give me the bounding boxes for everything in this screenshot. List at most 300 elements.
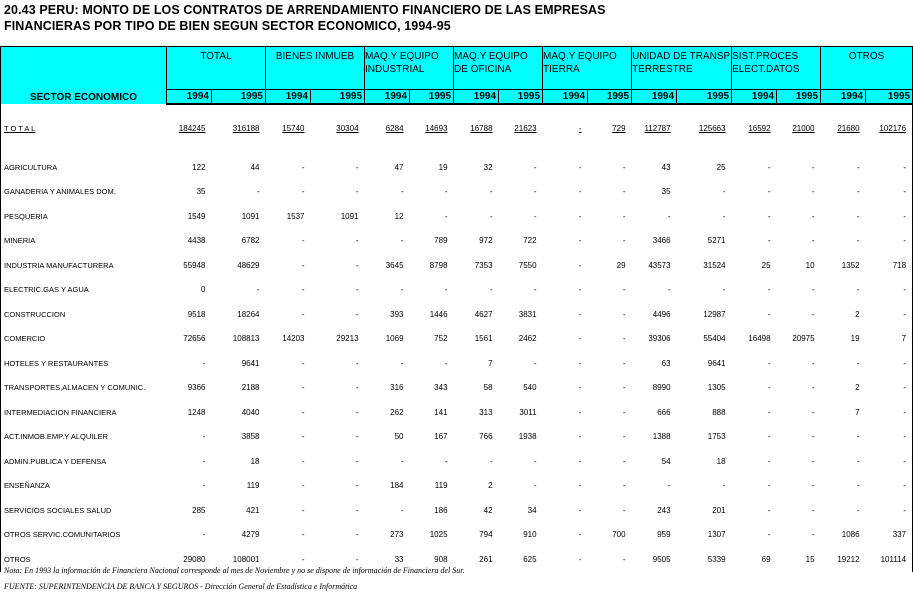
value-cell: - [578, 456, 582, 466]
value-cell: 101114 [880, 554, 907, 564]
value-cell: - [489, 456, 493, 466]
value-cell: - [301, 530, 305, 540]
value-cell: - [622, 456, 626, 466]
table-row [1, 376, 913, 401]
value-cell: - [400, 236, 404, 246]
column-group-header [821, 47, 913, 90]
sector-name: INDUSTRIA MANUFACTURERA [4, 260, 114, 270]
value-cell: 18 [716, 456, 726, 466]
value-cell: 243 [657, 505, 671, 515]
table-row [1, 204, 913, 229]
value-cell: 10 [805, 260, 815, 270]
value-cell: 3858 [241, 432, 260, 442]
value-cell: 959 [657, 530, 671, 540]
table-row [1, 180, 913, 205]
value-cell: 44 [250, 162, 260, 172]
value-cell: - [622, 285, 626, 295]
table-row [1, 498, 913, 523]
sector-name: ENSEÑANZA [4, 481, 50, 491]
table-row [1, 229, 913, 254]
page-title [4, 2, 606, 34]
value-cell: - [811, 383, 815, 393]
value-cell: 2 [855, 309, 860, 319]
value-cell: - [533, 285, 537, 295]
value-cell: - [578, 187, 582, 197]
value-cell: - [903, 211, 907, 221]
sector-name: HOTELES Y RESTAURANTES [4, 358, 109, 368]
value-cell: - [202, 481, 206, 491]
table-note: Nota: En 1993 la información de Financiera Nacional corresponde al mes de Noviembre y no se dispone de información de Financiera del Sur. [4, 566, 465, 575]
value-cell: - [767, 358, 771, 368]
sector-name: GANADERIA Y ANIMALES DOM. [4, 187, 116, 197]
value-cell: 316188 [232, 124, 260, 133]
value-cell: - [811, 309, 815, 319]
column-group-label: MAQ.Y EQUIPO [454, 51, 528, 62]
value-cell: - [767, 432, 771, 442]
table-body [1, 104, 913, 572]
value-cell: 421 [246, 505, 260, 515]
value-cell: - [903, 432, 907, 442]
value-cell: 1753 [707, 432, 726, 442]
value-cell: - [301, 358, 305, 368]
value-cell: 54 [661, 456, 671, 466]
value-cell: 19 [438, 162, 448, 172]
value-cell: 1069 [385, 334, 404, 344]
column-group-label: OTROS [848, 51, 885, 62]
value-cell: 1025 [429, 530, 448, 540]
column-group-header [632, 47, 732, 90]
value-cell: - [301, 309, 305, 319]
source-note: FUENTE: SUPERINTENDENCIA DE BANCA Y SEGUROS - Dirección General de Estadística e Informática [4, 582, 358, 591]
value-cell: - [533, 456, 537, 466]
value-cell: 1446 [429, 309, 448, 319]
value-cell: - [301, 187, 305, 197]
value-cell: 316 [390, 383, 404, 393]
value-cell: - [811, 481, 815, 491]
value-cell: 9366 [187, 383, 206, 393]
value-cell: - [256, 285, 260, 295]
value-cell: 2 [855, 383, 860, 393]
value-cell: - [578, 407, 582, 417]
value-cell: 69 [761, 554, 771, 564]
value-cell: - [811, 187, 815, 197]
value-cell: - [355, 456, 359, 466]
table-row [1, 351, 913, 376]
value-cell: - [578, 432, 582, 442]
value-cell: - [903, 456, 907, 466]
value-cell: 18264 [237, 309, 260, 319]
value-cell: 4627 [474, 309, 493, 319]
column-group-label: MAQ.Y EQUIPO [365, 51, 439, 62]
value-cell: - [444, 358, 448, 368]
sector-name: PESQUERIA [4, 211, 48, 221]
year-header: 1995 [311, 90, 365, 105]
sector-name: TRANSPORTES,ALMACEN Y COMUNIC. [4, 383, 146, 393]
column-group-sublabel: INDUSTRIAL [365, 64, 425, 75]
value-cell: 9518 [187, 309, 206, 319]
value-cell: 2188 [241, 383, 260, 393]
value-cell: - [903, 309, 907, 319]
value-cell: - [903, 407, 907, 417]
year-header: 1995 [777, 90, 821, 105]
value-cell: 908 [434, 554, 448, 564]
value-cell: 2 [488, 481, 493, 491]
table-row [1, 425, 913, 450]
year-header: 1994 [266, 90, 311, 105]
value-cell: - [444, 285, 448, 295]
value-cell: 25 [761, 260, 771, 270]
value-cell: - [811, 505, 815, 515]
value-cell: - [722, 481, 726, 491]
value-cell: - [533, 187, 537, 197]
value-cell: - [811, 407, 815, 417]
value-cell: 39306 [648, 334, 671, 344]
value-cell: - [578, 260, 582, 270]
sector-name: SERVICIOS SOCIALES SALUD [4, 505, 112, 515]
value-cell: - [444, 187, 448, 197]
value-cell: 141 [434, 407, 448, 417]
value-cell: 19212 [837, 554, 860, 564]
value-cell: 9641 [707, 358, 726, 368]
value-cell: - [903, 187, 907, 197]
value-cell: - [667, 211, 671, 221]
value-cell: 3645 [385, 260, 404, 270]
value-cell: 15 [805, 554, 815, 564]
value-cell: 33 [394, 554, 404, 564]
sector-name: INTERMEDIACION FINANCIERA [4, 407, 117, 417]
value-cell: - [301, 456, 305, 466]
value-cell: - [355, 481, 359, 491]
column-group-header [732, 47, 821, 90]
table-row [1, 155, 913, 180]
value-cell: 789 [434, 236, 448, 246]
value-cell: 273 [390, 530, 404, 540]
value-cell: 700 [612, 530, 626, 540]
value-cell: 7 [855, 407, 860, 417]
value-cell: - [355, 162, 359, 172]
value-cell: - [811, 530, 815, 540]
value-cell: 112787 [644, 124, 671, 133]
value-cell: - [202, 530, 206, 540]
value-cell: - [533, 481, 537, 491]
value-cell: - [400, 285, 404, 295]
value-cell: 184245 [178, 124, 206, 133]
value-cell: 55404 [703, 334, 726, 344]
title-line-2: FINANCIERAS POR TIPO DE BIEN SEGUN SECTOR ECONOMICO, 1994-95 [4, 19, 451, 33]
value-cell: 12987 [703, 309, 726, 319]
value-cell: 285 [192, 505, 206, 515]
value-cell: 625 [523, 554, 537, 564]
value-cell: - [444, 211, 448, 221]
value-cell: 48629 [237, 260, 260, 270]
value-cell: 718 [892, 260, 907, 270]
value-cell: - [856, 285, 860, 295]
table-row [1, 449, 913, 474]
value-cell: - [856, 162, 860, 172]
value-cell: - [622, 309, 626, 319]
value-cell: - [301, 407, 305, 417]
value-cell: - [355, 407, 359, 417]
value-cell: - [301, 554, 305, 564]
value-cell: 20975 [792, 334, 815, 344]
value-cell: 4438 [187, 236, 206, 246]
value-cell: 262 [390, 407, 404, 417]
value-cell: - [578, 334, 582, 344]
column-group-sublabel: TIERRA [543, 64, 580, 75]
value-cell: 337 [892, 530, 907, 540]
value-cell: - [622, 334, 626, 344]
value-cell: 34 [527, 505, 537, 515]
year-header: 1994 [365, 90, 410, 105]
value-cell: - [622, 187, 626, 197]
value-cell: 766 [479, 432, 493, 442]
value-cell: - [767, 530, 771, 540]
value-cell: - [811, 211, 815, 221]
value-cell: 108813 [232, 334, 260, 344]
value-cell: 729 [612, 124, 626, 133]
value-cell: - [767, 309, 771, 319]
table-row [1, 278, 913, 303]
value-cell: - [767, 407, 771, 417]
value-cell: - [622, 407, 626, 417]
value-cell: - [811, 456, 815, 466]
value-cell: 5339 [707, 554, 726, 564]
value-cell: 910 [523, 530, 537, 540]
value-cell: - [667, 481, 671, 491]
value-cell: - [722, 285, 726, 295]
value-cell: - [301, 162, 305, 172]
value-cell: - [355, 309, 359, 319]
value-cell: - [355, 554, 359, 564]
value-cell: 4040 [241, 407, 260, 417]
spacer-row [1, 133, 913, 155]
value-cell: - [622, 481, 626, 491]
value-cell: - [578, 481, 582, 491]
value-cell: - [489, 187, 493, 197]
column-group-label: BIENES INMUEB [275, 51, 355, 62]
value-cell: 18 [250, 456, 260, 466]
value-cell: - [301, 285, 305, 295]
column-group-label: UNIDAD DE TRANSP [632, 51, 731, 62]
data-table [0, 46, 913, 572]
value-cell: 21680 [837, 124, 860, 133]
value-cell: 9505 [652, 554, 671, 564]
value-cell: - [767, 481, 771, 491]
value-cell: 122 [192, 162, 206, 172]
value-cell: 393 [390, 309, 404, 319]
value-cell: - [578, 309, 582, 319]
value-cell: - [578, 211, 582, 221]
value-cell: 888 [712, 407, 726, 417]
sector-name: CONSTRUCCION [4, 309, 66, 319]
value-cell: - [301, 481, 305, 491]
value-cell: 14693 [425, 124, 448, 133]
total-row [1, 104, 913, 133]
value-cell: 47 [394, 162, 404, 172]
value-cell: 794 [479, 530, 493, 540]
value-cell: 16592 [748, 124, 771, 133]
value-cell: - [622, 358, 626, 368]
value-cell: - [578, 236, 582, 246]
value-cell: 343 [434, 383, 448, 393]
spacer-cell [1, 133, 913, 155]
value-cell: - [301, 260, 305, 270]
value-cell: 55948 [183, 260, 206, 270]
value-cell: 972 [479, 236, 493, 246]
value-cell: 16788 [470, 124, 493, 133]
value-cell: 1549 [187, 211, 206, 221]
value-cell: 42 [483, 505, 493, 515]
value-cell: 1938 [518, 432, 537, 442]
value-cell: - [811, 162, 815, 172]
value-cell: - [767, 187, 771, 197]
value-cell: - [578, 162, 582, 172]
table-row [1, 400, 913, 425]
value-cell: 12 [394, 211, 404, 221]
value-cell: - [856, 432, 860, 442]
value-cell: 31524 [703, 260, 726, 270]
value-cell: 201 [712, 505, 726, 515]
value-cell: 3466 [652, 236, 671, 246]
value-cell: 35 [661, 187, 671, 197]
value-cell: 666 [657, 407, 671, 417]
value-cell: - [578, 505, 582, 515]
year-header: 1994 [543, 90, 588, 105]
value-cell: - [903, 481, 907, 491]
value-cell: - [578, 530, 582, 540]
value-cell: - [811, 285, 815, 295]
value-cell: - [767, 505, 771, 515]
value-cell: - [856, 505, 860, 515]
sector-name: ELECTRIC.GAS Y AGUA [4, 285, 89, 295]
value-cell: - [400, 456, 404, 466]
year-header: 1994 [454, 90, 499, 105]
year-header: 1995 [588, 90, 632, 105]
table-row [1, 302, 913, 327]
value-cell: 9641 [241, 358, 260, 368]
value-cell: 29 [616, 260, 626, 270]
value-cell: - [811, 432, 815, 442]
value-cell: 540 [523, 383, 537, 393]
value-cell: - [355, 530, 359, 540]
value-cell: - [301, 505, 305, 515]
value-cell: - [903, 383, 907, 393]
value-cell: 0 [201, 285, 206, 295]
value-cell: 3011 [519, 407, 537, 417]
value-cell: - [856, 236, 860, 246]
value-cell: 7550 [518, 260, 537, 270]
column-group-sublabel: ELECT.DATOS [732, 64, 800, 75]
value-cell: 16498 [748, 334, 771, 344]
column-group-sublabel: DE OFICINA [454, 64, 512, 75]
value-cell: 102176 [879, 124, 907, 133]
value-cell: - [903, 505, 907, 515]
value-cell: 58 [483, 383, 493, 393]
value-cell: - [578, 285, 582, 295]
value-cell: 1091 [340, 211, 359, 221]
year-header: 1995 [212, 90, 266, 105]
year-header: 1995 [677, 90, 732, 105]
value-cell: - [202, 432, 206, 442]
sector-name: AGRICULTURA [4, 162, 58, 172]
value-cell: 125663 [698, 124, 726, 133]
group-header-row [1, 47, 913, 90]
value-cell: 2462 [518, 334, 537, 344]
value-cell: 186 [434, 505, 448, 515]
column-group-header [167, 47, 266, 90]
value-cell: - [355, 432, 359, 442]
value-cell: - [767, 162, 771, 172]
table-header [1, 47, 913, 105]
value-cell: - [622, 432, 626, 442]
value-cell: 43573 [648, 260, 671, 270]
value-cell: 1248 [187, 407, 206, 417]
value-cell: - [722, 187, 726, 197]
value-cell: 1561 [474, 334, 493, 344]
sector-header: SECTOR ECONOMICO [1, 47, 167, 105]
value-cell: 63 [661, 358, 671, 368]
value-cell: 167 [434, 432, 448, 442]
value-cell: 108001 [232, 554, 260, 564]
value-cell: - [533, 358, 537, 368]
year-header: 1995 [499, 90, 543, 105]
value-cell: 43 [661, 162, 671, 172]
value-cell: - [622, 211, 626, 221]
value-cell: - [811, 236, 815, 246]
value-cell: - [722, 211, 726, 221]
value-cell: 7353 [474, 260, 493, 270]
value-cell: - [301, 383, 305, 393]
value-cell: - [578, 554, 582, 564]
column-group-label: MAQ.Y EQUIPO [543, 51, 617, 62]
value-cell: 32 [483, 162, 493, 172]
value-cell: - [400, 358, 404, 368]
value-cell: 8990 [652, 383, 671, 393]
value-cell: 21623 [514, 124, 537, 133]
sector-name: ACT.INMOB.EMP.Y ALQUILER [4, 432, 108, 442]
sector-name: OTROS SERVIC.COMUNITARIOS [4, 530, 121, 540]
value-cell: - [301, 432, 305, 442]
value-cell: - [856, 358, 860, 368]
value-cell: 1307 [707, 530, 726, 540]
value-cell: - [856, 187, 860, 197]
value-cell: - [856, 456, 860, 466]
value-cell: 1305 [707, 383, 726, 393]
value-cell: 14203 [282, 334, 305, 344]
value-cell: 6782 [241, 236, 260, 246]
value-cell: - [489, 285, 493, 295]
sector-name: MINERIA [4, 236, 36, 246]
value-cell: 50 [394, 432, 404, 442]
year-header: 1995 [866, 90, 913, 105]
column-group-header [365, 47, 454, 90]
value-cell: - [767, 456, 771, 466]
value-cell: - [355, 285, 359, 295]
value-cell: 119 [246, 481, 260, 491]
value-cell: - [301, 236, 305, 246]
value-cell: 1537 [286, 211, 305, 221]
value-cell: 19 [850, 334, 860, 344]
title-line-1: 20.43 PERU: MONTO DE LOS CONTRATOS DE ARRENDAMIENTO FINANCIERO DE LAS EMPRESAS [4, 3, 606, 17]
value-cell: - [767, 211, 771, 221]
column-group-sublabel: TERRESTRE [632, 64, 693, 75]
value-cell: 313 [479, 407, 493, 417]
value-cell: - [400, 187, 404, 197]
value-cell: 29213 [336, 334, 359, 344]
value-cell: - [355, 505, 359, 515]
value-cell: - [355, 383, 359, 393]
value-cell: - [355, 260, 359, 270]
